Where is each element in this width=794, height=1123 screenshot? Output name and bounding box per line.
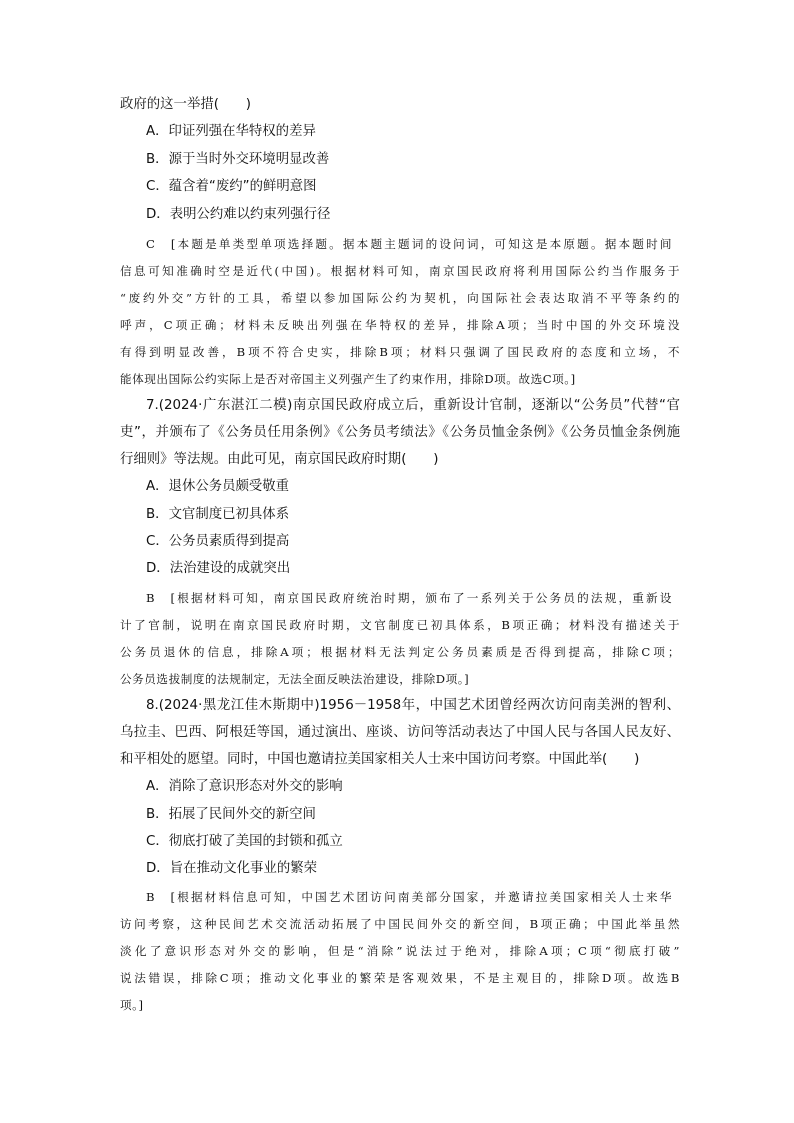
- q7-stem-line: 吏”，并颁布了《公务员任用条例》《公务员考绩法》《公务员恤金条例》《公务员恤金条例施: [120, 425, 680, 440]
- q8-answer-line: B [根据材料信息可知，中国艺术团访问南美部分国家，并邀请拉美国家相关人士来华: [146, 890, 672, 904]
- q7-stem-line: 行细则》等法规。由此可见，南京国民政府时期( ): [120, 452, 439, 467]
- q6-answer-line: 能体现出国际公约实际上是否对帝国主义列强产生了约束作用，排除D项。故选C项。]: [120, 372, 576, 386]
- q7-answer-line: 公务员选拔制度的法规制定，无法全面反映法治建设，排除D项。]: [120, 672, 470, 686]
- q7-option-a: A．退休公务员颇受敬重: [146, 479, 290, 494]
- q8-stem-line: 8.(2024·黑龙江佳木斯期中)1956－1958年，中国艺术团曾经两次访问南美洲的智利、: [146, 698, 680, 713]
- q8-answer-line: 访问考察，这种民间艺术交流活动拓展了中国民间外交的新空间，B项正确；中国此举虽然: [120, 917, 680, 931]
- q7-stem-line: 7.(2024·广东湛江二模)南京国民政府成立后，重新设计官制，逐渐以“公务员”代替“官: [146, 398, 680, 413]
- q7-option-d: D．法治建设的成就突出: [146, 561, 291, 576]
- q8-option-a: A．消除了意识形态对外交的影响: [146, 779, 343, 794]
- q7-option-b: B．文官制度已初具体系: [146, 507, 290, 522]
- q6-stem-tail: 政府的这一举措( ): [120, 97, 251, 112]
- q8-stem-line: 和平相处的愿望。同时，中国也邀请拉美国家相关人士来中国访问考察。中国此举( ): [120, 752, 640, 767]
- q7-answer-line: 公务员退休的信息，排除A项；根据材料无法判定公务员素质是否得到提高，排除C项；: [120, 645, 680, 659]
- q7-answer-line: 计了官制，说明在南京国民政府时期，文官制度已初具体系，B项正确；材料没有描述关于: [120, 618, 680, 632]
- q6-answer-line: 呼声，C项正确；材料未反映出列强在华特权的差异，排除A项；当时中国的外交环境没: [120, 318, 680, 332]
- q7-option-c: C．公务员素质得到提高: [146, 534, 290, 549]
- q6-answer-line: 信息可知准确时空是近代(中国)。根据材料可知，南京国民政府将利用国际公约当作服务于: [120, 264, 680, 278]
- q6-option-c: C．蕴含着“废约”的鲜明意图: [146, 179, 317, 194]
- q6-option-d: D．表明公约难以约束列强行径: [146, 207, 331, 222]
- q6-answer-line: 有得到明显改善，B项不符合史实，排除B项；材料只强调了国民政府的态度和立场，不: [120, 345, 680, 359]
- q6-answer-line: C [本题是单类型单项选择题。据本题主题词的设问词，可知这是本原题。据本题时间: [146, 237, 672, 251]
- q8-option-d: D．旨在推动文化事业的繁荣: [146, 861, 317, 876]
- q6-answer-line: “废约外交”方针的工具，希望以参加国际公约为契机，向国际社会表达取消不平等条约的: [120, 291, 680, 305]
- q8-option-c: C．彻底打破了美国的封锁和孤立: [146, 834, 343, 849]
- q8-option-b: B．拓展了民间外交的新空间: [146, 807, 316, 822]
- q7-answer-line: B [根据材料可知，南京国民政府统治时期，颁布了一系列关于公务员的法规，重新设: [146, 591, 672, 605]
- q8-stem-line: 乌拉圭、巴西、阿根廷等国，通过演出、座谈、访问等活动表达了中国人民与各国人民友好、: [120, 725, 680, 740]
- q8-answer-line: 项。]: [120, 998, 144, 1012]
- q8-answer-line: 淡化了意识形态对外交的影响，但是“消除”说法过于绝对，排除A项；C项“彻底打破”: [120, 944, 680, 958]
- q8-answer-line: 说法错误，排除C项；推动文化事业的繁荣是客观效果，不是主观目的，排除D项。故选B: [120, 971, 680, 985]
- q6-option-a: A．印证列强在华特权的差异: [146, 124, 316, 139]
- q6-option-b: B．源于当时外交环境明显改善: [146, 152, 330, 167]
